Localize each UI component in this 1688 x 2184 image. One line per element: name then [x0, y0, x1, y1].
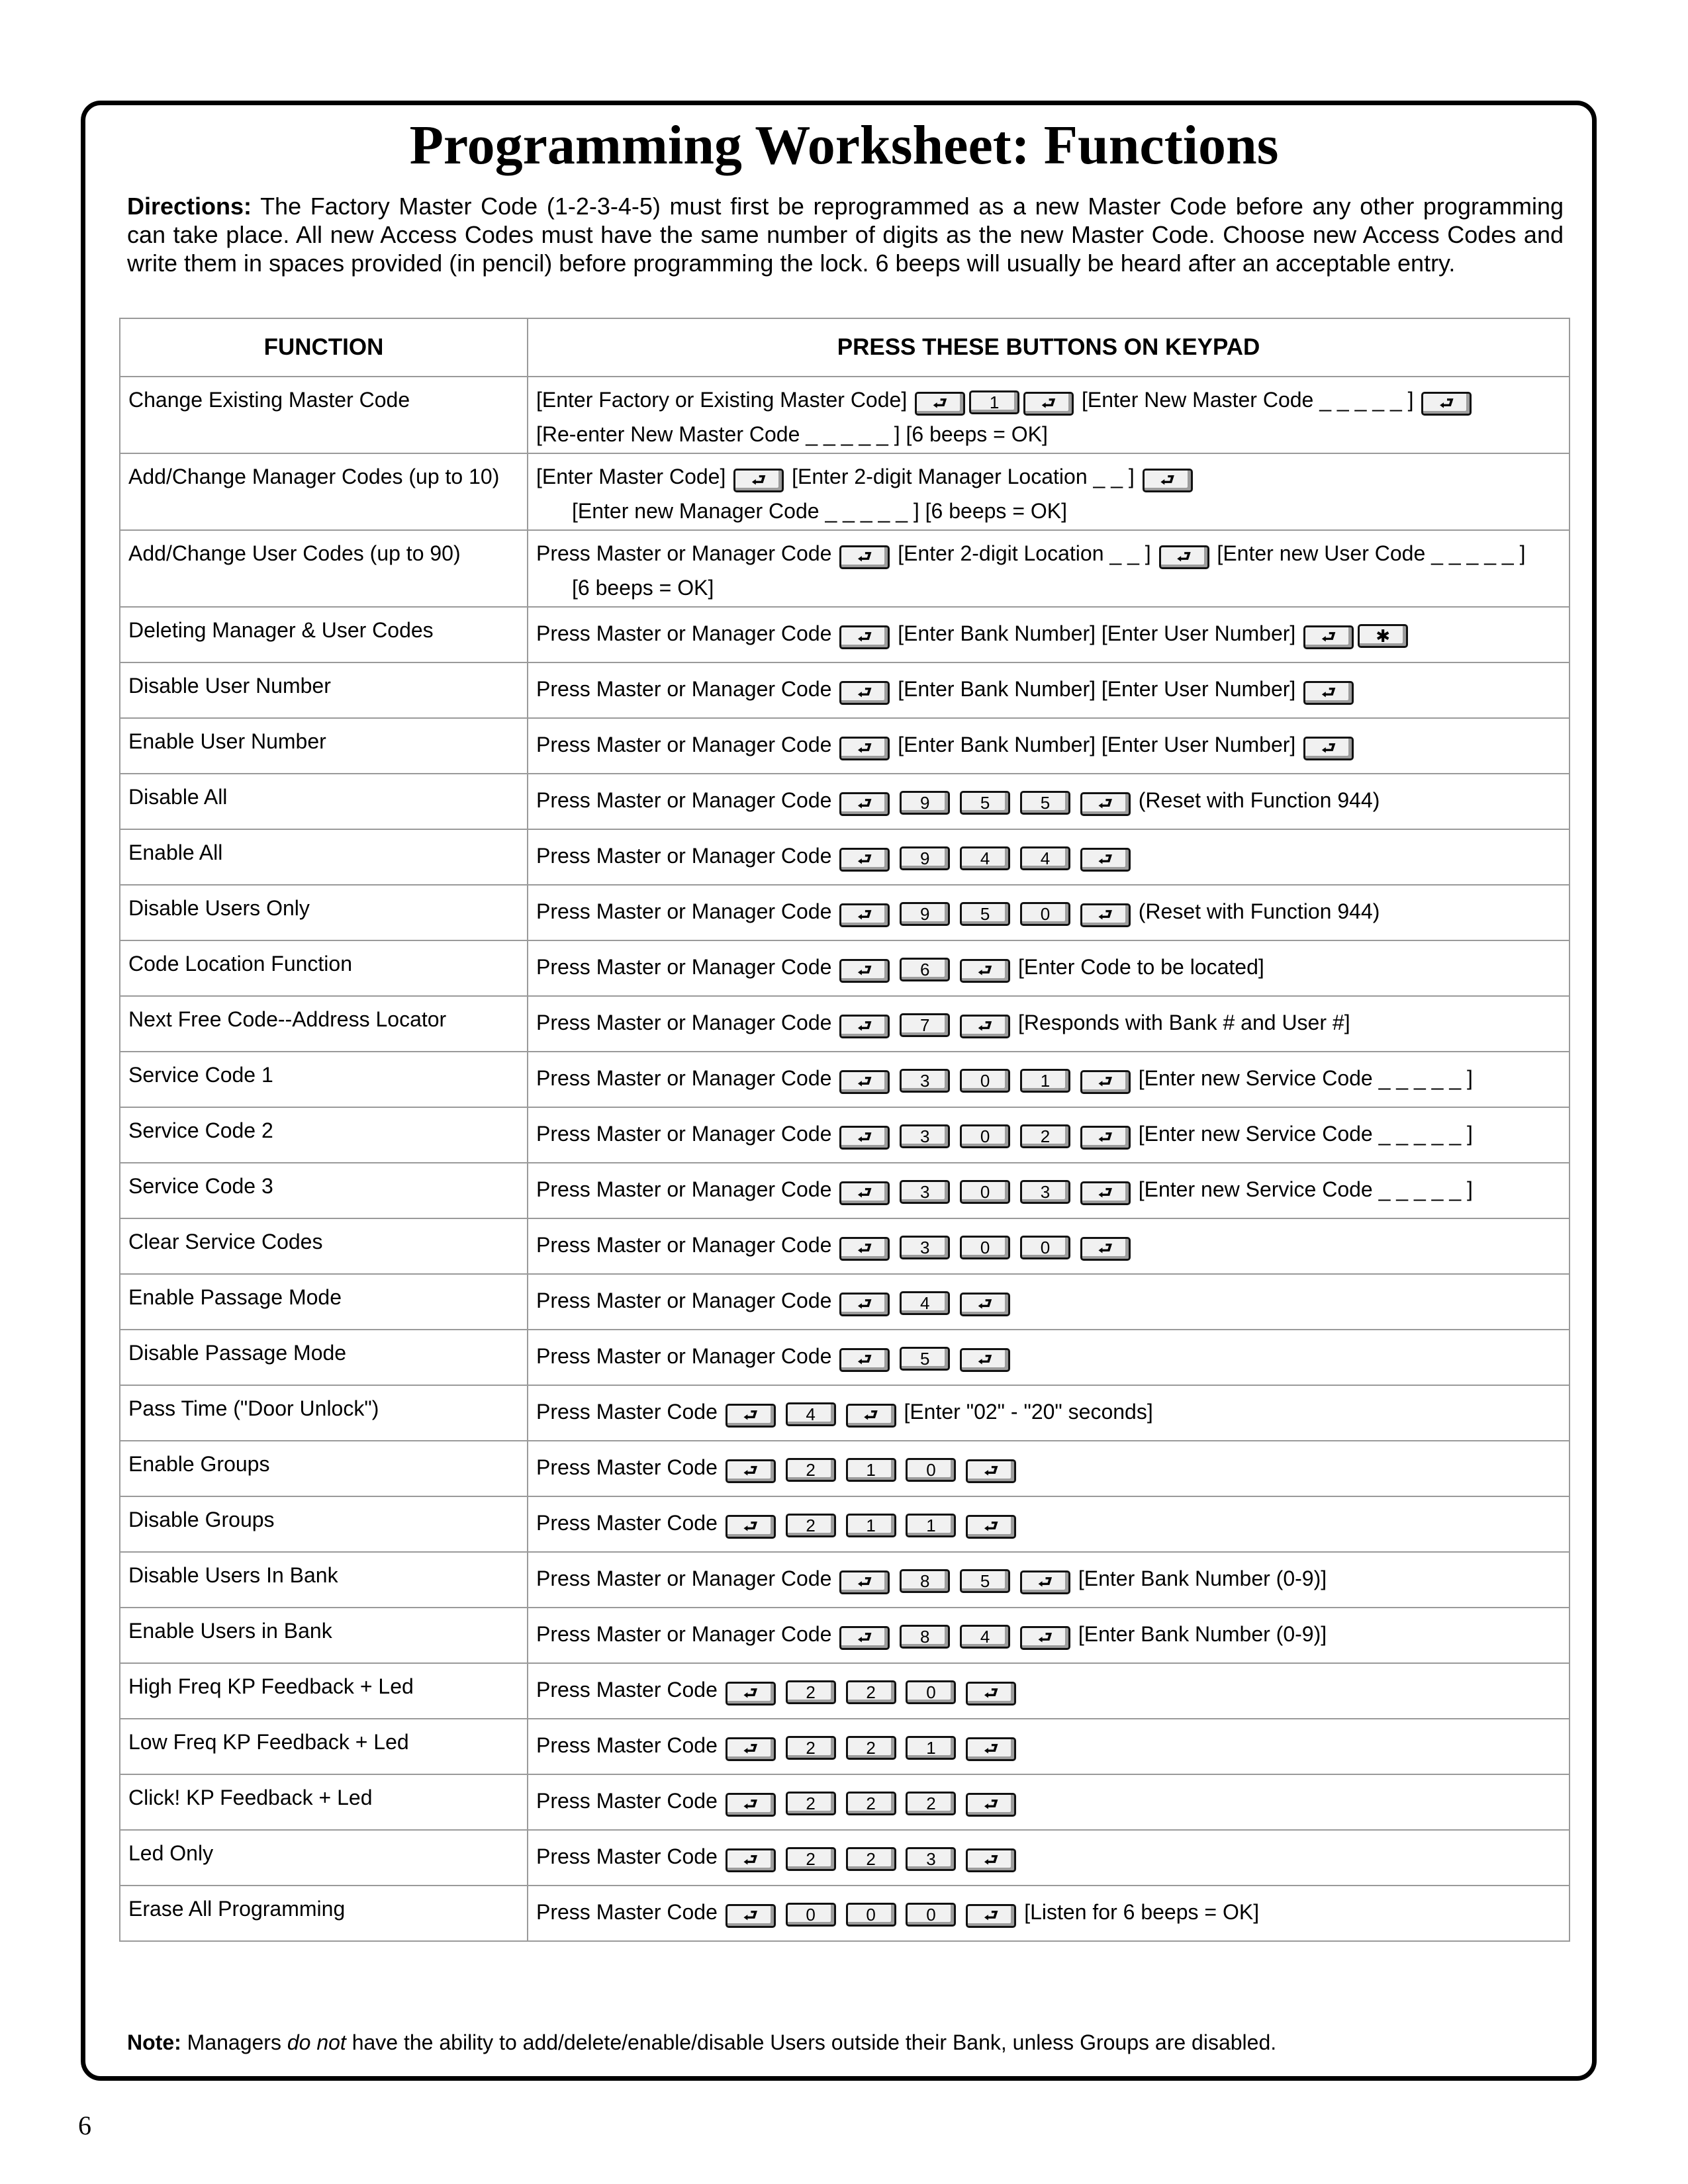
table-row [120, 1330, 1570, 1385]
keypad-digit-key: 2 [846, 1736, 896, 1760]
enter-key-icon: ⮐ [960, 1293, 1010, 1316]
note-text-before: Managers [187, 2030, 281, 2054]
enter-key-icon: ⮐ [846, 1404, 896, 1428]
keypad-digit-key: 8 [900, 1569, 950, 1593]
keypad-digit-key: 0 [906, 1680, 956, 1704]
header-keypad: PRESS THESE BUTTONS ON KEYPAD [528, 318, 1570, 377]
keypad-text: [Enter Master Code] [536, 465, 726, 488]
enter-key-icon: ⮐ [726, 1515, 776, 1539]
keypad-text: Press Master or Manager Code [536, 541, 832, 565]
table-row [120, 996, 1570, 1052]
table-row [120, 1441, 1570, 1496]
keypad-text: Press Master or Manager Code [536, 733, 832, 756]
keypad-digit-key: 1 [1020, 1069, 1070, 1093]
keypad-sequence [528, 377, 1570, 453]
function-name: Service Code 3 [120, 1163, 528, 1218]
function-name: Deleting Manager & User Codes [120, 607, 528, 662]
keypad-sequence [528, 530, 1570, 607]
enter-key-icon: ⮐ [839, 1015, 890, 1038]
directions-paragraph [127, 192, 1564, 277]
keypad-digit-key: 0 [906, 1458, 956, 1482]
keypad-text: [Listen for 6 beeps = OK] [1024, 1900, 1260, 1924]
enter-key-icon: ⮐ [839, 1070, 890, 1094]
keypad-text: Press Master or Manager Code [536, 788, 832, 812]
keypad-digit-key: 2 [786, 1458, 836, 1482]
keypad-digit-key: 2 [846, 1680, 896, 1704]
keypad-digit-key: 4 [960, 1625, 1010, 1649]
keypad-text: Press Master or Manager Code [536, 899, 832, 923]
keypad-digit-key: 3 [900, 1180, 950, 1204]
function-name: Enable User Number [120, 718, 528, 774]
enter-key-icon: ⮐ [839, 959, 890, 983]
function-name: Enable Groups [120, 1441, 528, 1496]
keypad-digit-key: 0 [960, 1236, 1010, 1259]
keypad-digit-key: 0 [960, 1069, 1010, 1093]
keypad-digit-key: 6 [900, 958, 950, 981]
keypad-digit-key: 3 [900, 1069, 950, 1093]
keypad-text: [Enter new Service Code _ _ _ _ _ ] [1138, 1122, 1473, 1146]
keypad-digit-key: 8 [900, 1625, 950, 1649]
enter-key-icon: ⮐ [839, 625, 890, 649]
keypad-text: [Enter Bank Number] [Enter User Number] [898, 733, 1296, 756]
keypad-sequence [528, 940, 1570, 996]
keypad-text: [Enter new User Code _ _ _ _ _ ] [1217, 541, 1526, 565]
table-row [120, 1719, 1570, 1774]
keypad-digit-key: 2 [786, 1514, 836, 1537]
keypad-sequence [528, 607, 1570, 662]
keypad-text: Press Master Code [536, 1733, 718, 1757]
enter-key-icon: ⮐ [966, 1737, 1016, 1761]
enter-key-icon: ⮐ [1143, 469, 1193, 492]
enter-key-icon: ⮐ [726, 1737, 776, 1761]
keypad-digit-key: 4 [786, 1402, 836, 1426]
keypad-digit-key: 2 [846, 1847, 896, 1871]
page-number: 6 [78, 2111, 91, 2140]
table-row [120, 453, 1570, 530]
keypad-sequence [528, 718, 1570, 774]
enter-key-icon: ⮐ [966, 1459, 1016, 1483]
table-header-row [120, 318, 1570, 377]
keypad-text: [Enter Bank Number (0-9)] [1078, 1622, 1327, 1646]
keypad-digit-key: 9 [900, 902, 950, 926]
keypad-digit-key: 3 [900, 1236, 950, 1259]
keypad-sequence [528, 1163, 1570, 1218]
keypad-digit-key: 0 [786, 1903, 836, 1927]
enter-key-icon: ⮐ [726, 1793, 776, 1817]
function-name: Led Only [120, 1830, 528, 1886]
keypad-digit-key: 0 [1020, 1236, 1070, 1259]
keypad-sequence [528, 1552, 1570, 1608]
keypad-digit-key: 5 [960, 791, 1010, 815]
keypad-text: [Enter Factory or Existing Master Code] [536, 388, 908, 412]
table-row [120, 940, 1570, 996]
enter-key-icon: ⮐ [839, 1237, 890, 1261]
table-row [120, 1274, 1570, 1330]
keypad-text: Press Master or Manager Code [536, 621, 832, 645]
enter-key-icon: ⮐ [960, 1348, 1010, 1372]
keypad-text: Press Master Code [536, 1900, 718, 1924]
keypad-text: [Enter Bank Number] [Enter User Number] [898, 621, 1296, 645]
keypad-digit-key: 5 [960, 1569, 1010, 1593]
keypad-text: Press Master or Manager Code [536, 1567, 832, 1590]
keypad-sequence [528, 774, 1570, 829]
keypad-sequence [528, 1608, 1570, 1663]
keypad-sequence [528, 1496, 1570, 1552]
keypad-digit-key: 4 [960, 846, 1010, 870]
keypad-text: Press Master or Manager Code [536, 1011, 832, 1034]
enter-key-icon: ⮐ [839, 848, 890, 872]
keypad-text: Press Master or Manager Code [536, 1289, 832, 1312]
keypad-text: Press Master or Manager Code [536, 1122, 832, 1146]
keypad-text: (Reset with Function 944) [1138, 788, 1380, 812]
keypad-text: Press Master Code [536, 1511, 718, 1535]
table-row [120, 1496, 1570, 1552]
directions-text: The Factory Master Code (1-2-3-4-5) must first be reprogrammed as a new Master Code before any other programming can take place. All new Access Codes must have the same number of digits as the new Master Code. Choose new Access Codes and write them in spaces provided (in pencil) before programming the lock. 6 beeps will usually be heard after an acceptable entry. [127, 193, 1564, 277]
enter-key-icon: ⮐ [839, 545, 890, 569]
enter-key-icon: ⮐ [1080, 903, 1131, 927]
table-row [120, 1663, 1570, 1719]
keypad-digit-key: 0 [960, 1124, 1010, 1148]
keypad-text: Press Master Code [536, 1455, 718, 1479]
keypad-digit-key: 7 [900, 1013, 950, 1037]
table-row [120, 377, 1570, 453]
keypad-digit-key: 2 [786, 1736, 836, 1760]
keypad-digit-key: 2 [906, 1792, 956, 1815]
enter-key-icon: ⮐ [1303, 625, 1354, 649]
keypad-line-2 [536, 417, 1561, 451]
enter-key-icon: ⮐ [966, 1793, 1016, 1817]
keypad-text: [Enter New Master Code _ _ _ _ _ ] [1081, 388, 1414, 412]
keypad-sequence [528, 1441, 1570, 1496]
keypad-text: [Enter "02" - "20" seconds] [904, 1400, 1153, 1424]
table-row [120, 1830, 1570, 1886]
keypad-digit-key: 0 [960, 1180, 1010, 1204]
function-name: Code Location Function [120, 940, 528, 996]
keypad-text: Press Master or Manager Code [536, 844, 832, 868]
enter-key-icon: ⮐ [1421, 392, 1472, 416]
keypad-text: Press Master Code [536, 1844, 718, 1868]
function-name: Service Code 2 [120, 1107, 528, 1163]
keypad-sequence [528, 996, 1570, 1052]
keypad-text: [Enter new Service Code _ _ _ _ _ ] [1138, 1066, 1473, 1090]
function-name: Add/Change User Codes (up to 90) [120, 530, 528, 607]
keypad-text: [Enter new Manager Code _ _ _ _ _ ] [6 beeps = OK] [572, 499, 1068, 523]
enter-key-icon: ⮐ [726, 1848, 776, 1872]
keypad-sequence [528, 662, 1570, 718]
table-row [120, 530, 1570, 607]
keypad-text: [Enter Code to be located] [1017, 955, 1264, 979]
keypad-sequence [528, 1719, 1570, 1774]
enter-key-icon: ⮐ [915, 392, 965, 416]
keypad-digit-key: 9 [900, 791, 950, 815]
keypad-text: [Enter Bank Number (0-9)] [1078, 1567, 1327, 1590]
enter-key-icon: ⮐ [966, 1682, 1016, 1706]
keypad-sequence [528, 1330, 1570, 1385]
keypad-sequence [528, 1218, 1570, 1274]
keypad-digit-key: 5 [1020, 791, 1070, 815]
table-row [120, 607, 1570, 662]
note-emphasis: do not [287, 2030, 346, 2054]
table-row [120, 1052, 1570, 1107]
table-row [120, 774, 1570, 829]
enter-key-icon: ⮐ [1080, 792, 1131, 816]
keypad-line-2 [536, 494, 1561, 528]
table-row [120, 1218, 1570, 1274]
keypad-text: [Enter 2-digit Manager Location _ _ ] [792, 465, 1135, 488]
enter-key-icon: ⮐ [1080, 1070, 1131, 1094]
enter-key-icon: ⮐ [726, 1404, 776, 1428]
keypad-digit-key: 0 [846, 1903, 896, 1927]
enter-key-icon: ⮐ [960, 1015, 1010, 1038]
enter-key-icon: ⮐ [1023, 392, 1074, 416]
keypad-text: Press Master or Manager Code [536, 1233, 832, 1257]
enter-key-icon: ⮐ [1020, 1626, 1070, 1650]
function-name: Erase All Programming [120, 1886, 528, 1941]
enter-key-icon: ⮐ [1080, 1126, 1131, 1150]
function-name: Disable Users Only [120, 885, 528, 940]
enter-key-icon: ⮐ [726, 1682, 776, 1706]
enter-key-icon: ⮐ [966, 1515, 1016, 1539]
directions-label: Directions: [127, 193, 252, 220]
enter-key-icon: ⮐ [839, 1181, 890, 1205]
function-name: Disable User Number [120, 662, 528, 718]
keypad-digit-key: 0 [1020, 902, 1070, 926]
enter-key-icon: ⮐ [1303, 681, 1354, 705]
keypad-digit-key: 1 [906, 1736, 956, 1760]
header-function: FUNCTION [120, 318, 528, 377]
keypad-sequence [528, 1385, 1570, 1441]
keypad-digit-key: 3 [906, 1847, 956, 1871]
keypad-sequence [528, 1886, 1570, 1941]
keypad-text: Press Master or Manager Code [536, 1344, 832, 1368]
keypad-digit-key: 0 [906, 1903, 956, 1927]
keypad-text: Press Master or Manager Code [536, 955, 832, 979]
table-row [120, 1608, 1570, 1663]
keypad-text: Press Master or Manager Code [536, 1066, 832, 1090]
function-name: Clear Service Codes [120, 1218, 528, 1274]
enter-key-icon: ⮐ [1159, 545, 1209, 569]
keypad-text: [Enter Bank Number] [Enter User Number] [898, 677, 1296, 701]
keypad-digit-key: 3 [1020, 1180, 1070, 1204]
enter-key-icon: ⮐ [726, 1904, 776, 1928]
keypad-digit-key: 1 [906, 1514, 956, 1537]
enter-key-icon: ⮐ [1020, 1570, 1070, 1594]
function-name: Change Existing Master Code [120, 377, 528, 453]
keypad-sequence [528, 1774, 1570, 1830]
keypad-sequence [528, 1274, 1570, 1330]
function-name: Disable Passage Mode [120, 1330, 528, 1385]
function-name: Add/Change Manager Codes (up to 10) [120, 453, 528, 530]
keypad-sequence [528, 829, 1570, 885]
keypad-sequence [528, 1052, 1570, 1107]
table-row [120, 1107, 1570, 1163]
enter-key-icon: ⮐ [1080, 848, 1131, 872]
keypad-sequence [528, 1830, 1570, 1886]
table-row [120, 1552, 1570, 1608]
table-row [120, 885, 1570, 940]
enter-key-icon: ⮐ [839, 1626, 890, 1650]
keypad-digit-key: 2 [786, 1847, 836, 1871]
table-row [120, 718, 1570, 774]
function-name: Disable Groups [120, 1496, 528, 1552]
keypad-text: Press Master Code [536, 1400, 718, 1424]
table-row [120, 1886, 1570, 1941]
keypad-digit-key: 1 [846, 1514, 896, 1537]
function-name: Service Code 1 [120, 1052, 528, 1107]
enter-key-icon: ⮐ [839, 903, 890, 927]
enter-key-icon: ⮐ [966, 1904, 1016, 1928]
table-row [120, 1163, 1570, 1218]
note-label: Note: [127, 2030, 181, 2054]
enter-key-icon: ⮐ [839, 681, 890, 705]
enter-key-icon: ⮐ [726, 1459, 776, 1483]
keypad-digit-key: 1 [969, 390, 1019, 414]
keypad-digit-key: 5 [900, 1347, 950, 1371]
keypad-text: Press Master Code [536, 1678, 718, 1702]
table-row [120, 662, 1570, 718]
enter-key-icon: ⮐ [1303, 737, 1354, 760]
keypad-sequence [528, 453, 1570, 530]
keypad-text: [Re-enter New Master Code _ _ _ _ _ ] [6 beeps = OK] [536, 422, 1048, 446]
keypad-text: Press Master Code [536, 1789, 718, 1813]
function-name: Click! KP Feedback + Led [120, 1774, 528, 1830]
keypad-text: [Enter new Service Code _ _ _ _ _ ] [1138, 1177, 1473, 1201]
function-name: Disable Users In Bank [120, 1552, 528, 1608]
function-name: Low Freq KP Feedback + Led [120, 1719, 528, 1774]
note-paragraph [127, 2030, 1276, 2055]
keypad-sequence [528, 1107, 1570, 1163]
keypad-text: [6 beeps = OK] [572, 576, 714, 600]
keypad-digit-key: 5 [960, 902, 1010, 926]
function-name: Disable All [120, 774, 528, 829]
enter-key-icon: ⮐ [966, 1848, 1016, 1872]
enter-key-icon: ⮐ [1080, 1181, 1131, 1205]
keypad-text: [Enter 2-digit Location _ _ ] [898, 541, 1151, 565]
keypad-digit-key: 2 [1020, 1124, 1070, 1148]
keypad-digit-key: 4 [1020, 846, 1070, 870]
enter-key-icon: ⮐ [839, 1348, 890, 1372]
keypad-digit-key: 3 [900, 1124, 950, 1148]
function-name: Enable All [120, 829, 528, 885]
keypad-sequence [528, 885, 1570, 940]
keypad-digit-key: 2 [786, 1792, 836, 1815]
keypad-digit-key: 1 [846, 1458, 896, 1482]
enter-key-icon: ⮐ [839, 1126, 890, 1150]
keypad-text: Press Master or Manager Code [536, 1622, 832, 1646]
keypad-digit-key: 2 [846, 1792, 896, 1815]
table-row [120, 1385, 1570, 1441]
keypad-text: (Reset with Function 944) [1138, 899, 1380, 923]
keypad-text: [Responds with Bank # and User #] [1017, 1011, 1350, 1034]
function-name: Enable Passage Mode [120, 1274, 528, 1330]
enter-key-icon: ⮐ [839, 1570, 890, 1594]
function-name: Pass Time ("Door Unlock") [120, 1385, 528, 1441]
keypad-text: Press Master or Manager Code [536, 677, 832, 701]
page-title: Programming Worksheet: Functions [409, 114, 1279, 176]
function-name: Next Free Code--Address Locator [120, 996, 528, 1052]
keypad-digit-key: 9 [900, 846, 950, 870]
enter-key-icon: ⮐ [1080, 1237, 1131, 1261]
enter-key-icon: ⮐ [960, 959, 1010, 983]
keypad-text: Press Master or Manager Code [536, 1177, 832, 1201]
keypad-line-2 [536, 570, 1561, 605]
enter-key-icon: ⮐ [733, 469, 784, 492]
enter-key-icon: ⮐ [839, 792, 890, 816]
enter-key-icon: ⮐ [839, 737, 890, 760]
star-key-icon: ✱ [1358, 624, 1408, 648]
function-name: Enable Users in Bank [120, 1608, 528, 1663]
table-row [120, 1774, 1570, 1830]
keypad-sequence [528, 1663, 1570, 1719]
note-text-after: have the ability to add/delete/enable/disable Users outside their Bank, unless Groups are disabled. [352, 2030, 1277, 2054]
functions-table [119, 318, 1570, 1942]
function-name: High Freq KP Feedback + Led [120, 1663, 528, 1719]
keypad-digit-key: 2 [786, 1680, 836, 1704]
table-row [120, 829, 1570, 885]
enter-key-icon: ⮐ [839, 1293, 890, 1316]
keypad-digit-key: 4 [900, 1291, 950, 1315]
